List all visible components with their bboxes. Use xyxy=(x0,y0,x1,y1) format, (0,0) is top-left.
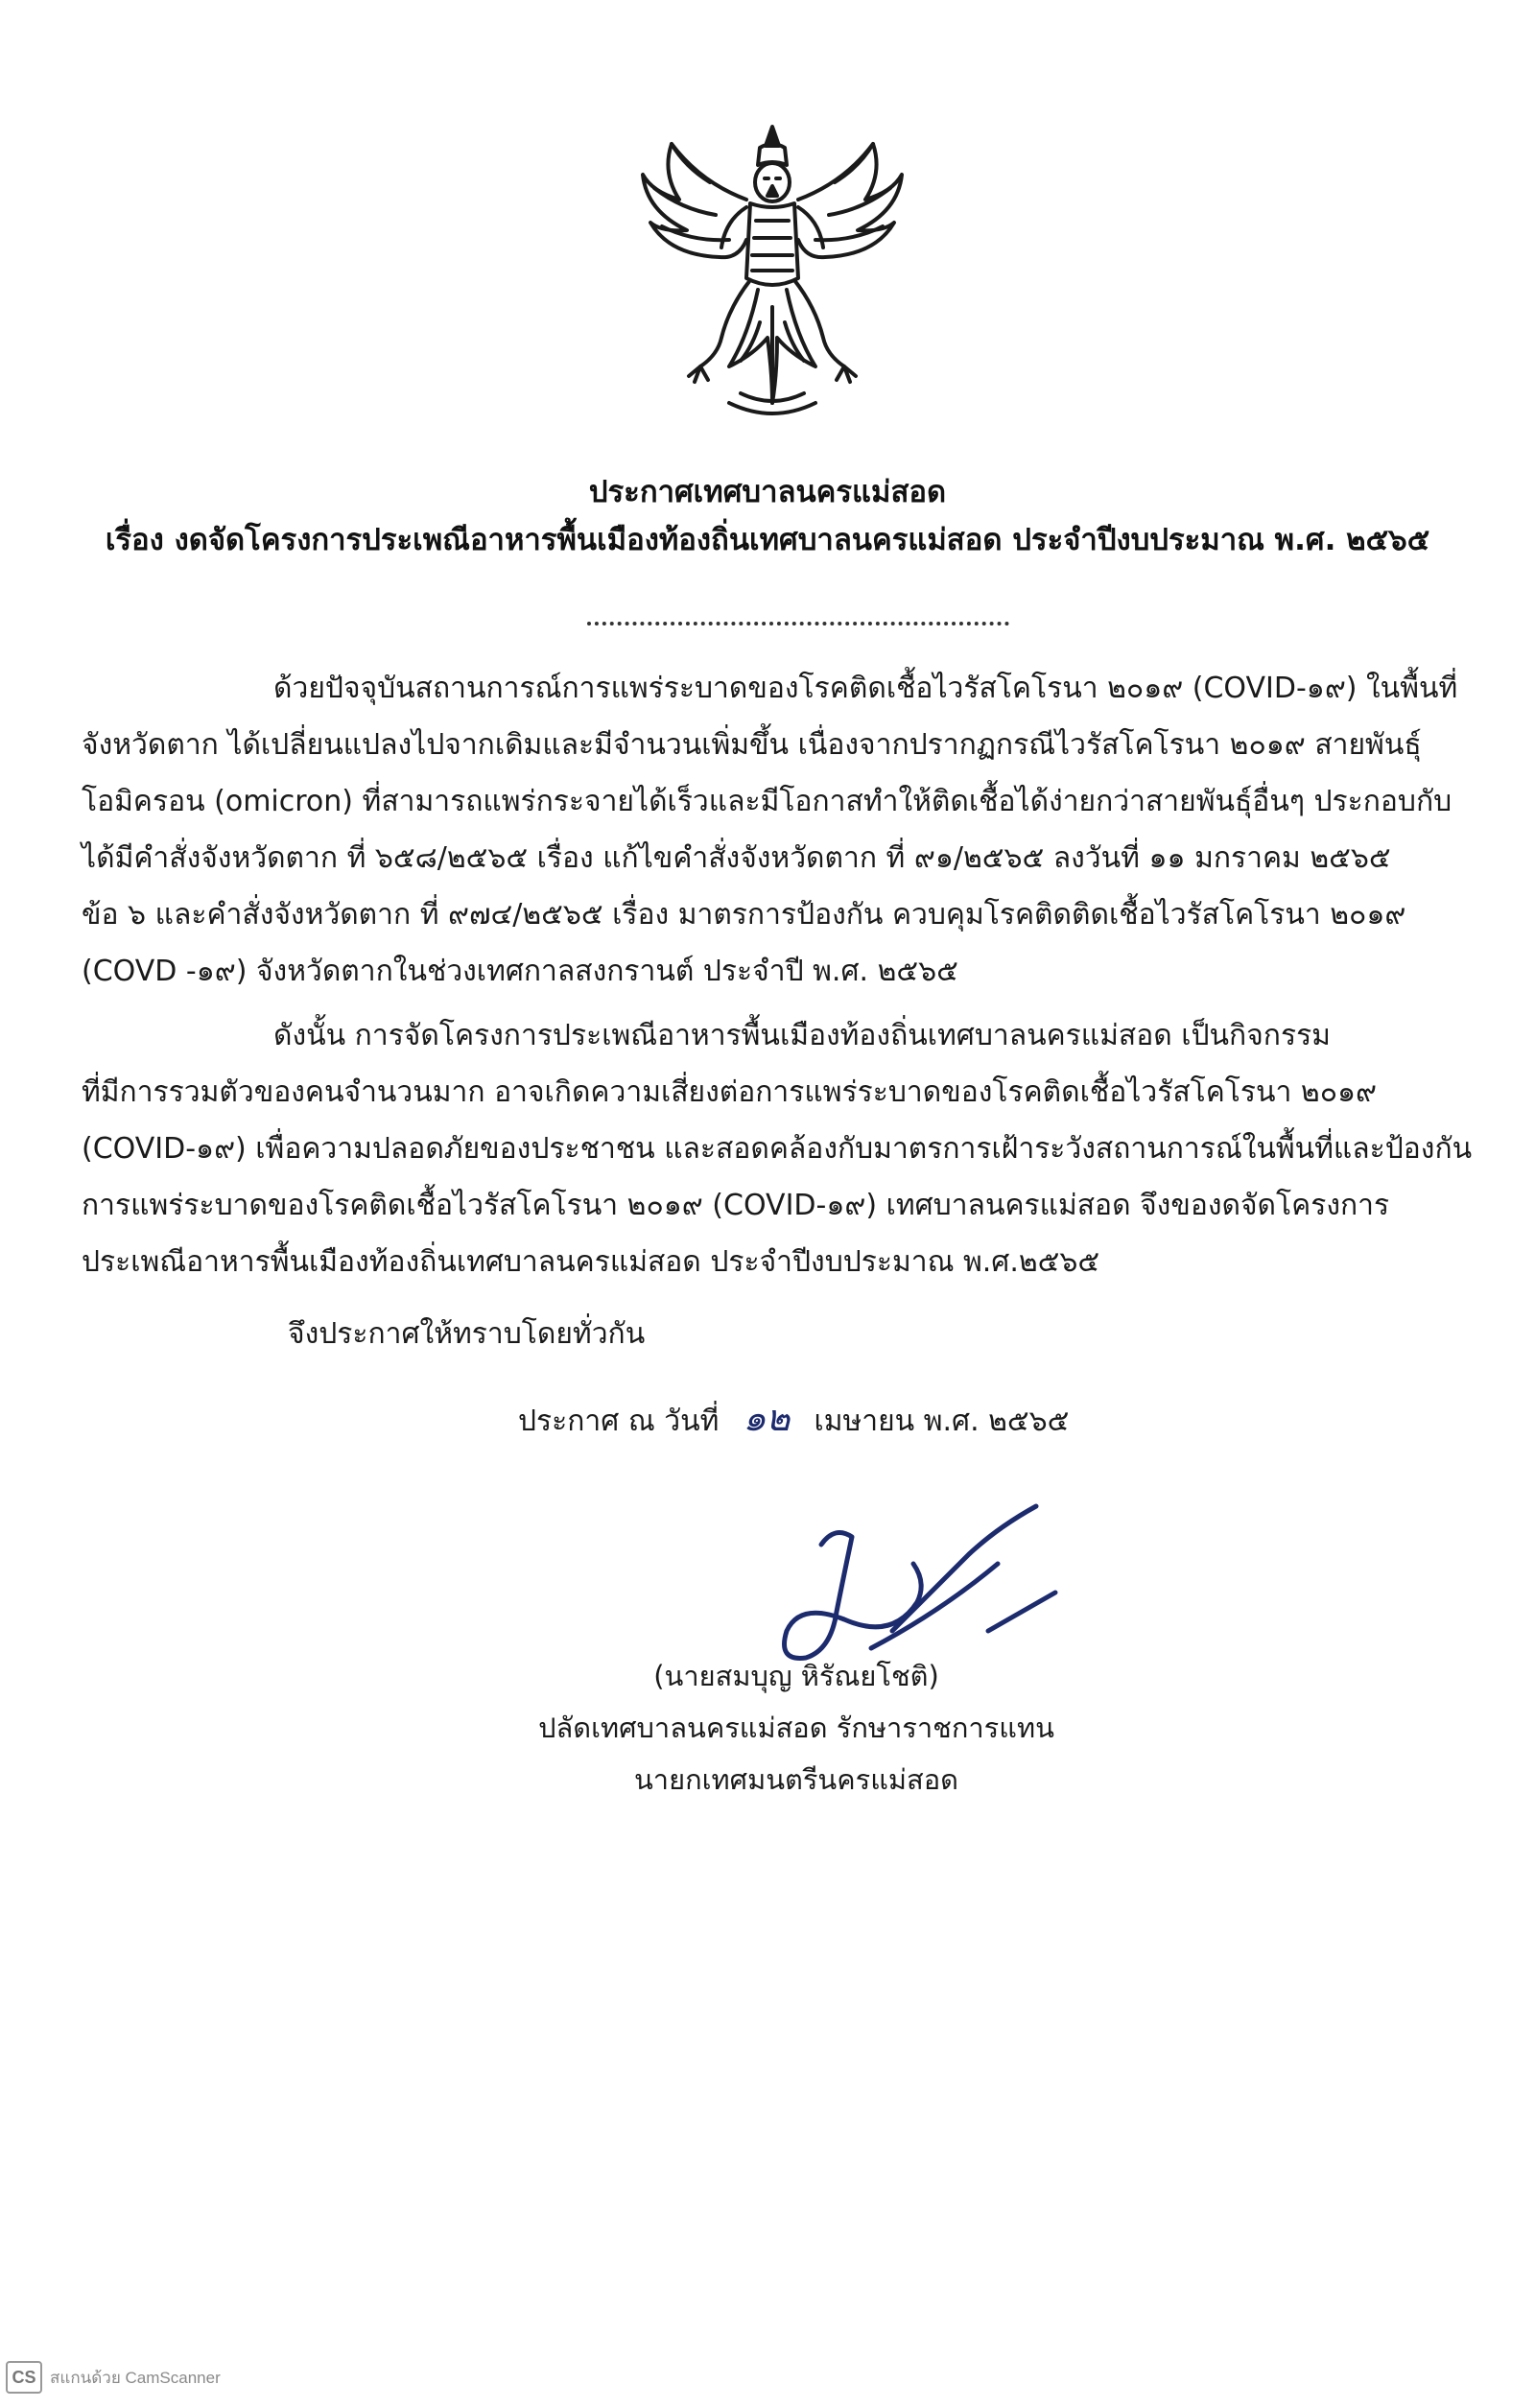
dateline-prefix: ประกาศ ณ วันที่ xyxy=(518,1405,720,1438)
paragraph-line: ประเพณีอาหารพื้นเมืองท้องถิ่นเทศบาลนครแม่สอด ประจำปีงบประมาณ พ.ศ.๒๕๖๕ xyxy=(82,1245,1100,1279)
announcement-subject: เรื่อง งดจัดโครงการประเพณีอาหารพื้นเมืองท้องถิ่นเทศบาลนครแม่สอด ประจำปีงบประมาณ พ.ศ. ๒๕๖๕ xyxy=(105,523,1430,557)
signatory-position: ปลัดเทศบาลนครแม่สอด รักษาราชการแทน xyxy=(538,1712,1054,1744)
paragraph-line: ด้วยปัจจุบันสถานการณ์การแพร่ระบาดของโรคติดเชื้อไวรัสโคโรนา ๒๐๑๙ (COVID-๑๙) ในพื้นที่ xyxy=(273,672,1458,705)
dateline-day-handwritten: ๑๒ xyxy=(743,1397,791,1439)
signatory-block xyxy=(460,1650,1132,1806)
paragraph-line: ดังนั้น การจัดโครงการประเพณีอาหารพื้นเมืองท้องถิ่นเทศบาลนครแม่สอด เป็นกิจกรรม xyxy=(273,1019,1331,1052)
announcement-title: ประกาศเทศบาลนครแม่สอด xyxy=(588,475,947,509)
signatory-role: นายกเทศมนตรีนครแม่สอด xyxy=(633,1763,958,1796)
dotted-divider xyxy=(587,614,1009,626)
signatory-name: (นายสมบุญ หิรัณยโชติ) xyxy=(653,1660,939,1692)
paragraph-2 xyxy=(82,1007,1521,1290)
paragraph-line: (COVD -๑๙) จังหวัดตากในช่วงเทศกาลสงกรานต์ ประจำปี พ.ศ. ๒๕๖๕ xyxy=(82,955,958,988)
camscanner-logo-icon: CS xyxy=(6,2361,42,2394)
paragraph-line: ที่มีการรวมตัวของคนจำนวนมาก อาจเกิดความเสี่ยงต่อการแพร่ระบาดของโรคติดเชื้อไวรัสโคโรนา ๒๐๑๙ xyxy=(82,1075,1378,1109)
camscanner-watermark xyxy=(6,2360,221,2395)
paragraph-line: ได้มีคำสั่งจังหวัดตาก ที่ ๖๕๘/๒๕๖๕ เรื่อง แก้ไขคำสั่งจังหวัดตาก ที่ ๙๑/๒๕๖๕ ลงวันที่ ๑๑ มกราคม ๒๕๖๕ xyxy=(82,841,1391,875)
paragraph-line: การแพร่ระบาดของโรคติดเชื้อไวรัสโคโรนา ๒๐๑๙ (COVID-๑๙) เทศบาลนครแม่สอด จึงของดจัดโครงการ xyxy=(82,1189,1390,1222)
camscanner-text: สแกนด้วย CamScanner xyxy=(50,2368,221,2387)
dateline xyxy=(518,1394,1069,1446)
dateline-suffix: เมษายน พ.ศ. ๒๕๖๕ xyxy=(814,1405,1070,1438)
paragraph-line: (COVID-๑๙) เพื่อความปลอดภัยของประชาชน และสอดคล้องกับมาตรการเฝ้าระวังสถานการณ์ในพื้นที่และป้องกัน xyxy=(82,1132,1473,1166)
announcement-header xyxy=(58,468,1477,564)
paragraph-line: ข้อ ๖ และคำสั่งจังหวัดตาก ที่ ๙๗๔/๒๕๖๕ เรื่อง มาตรการป้องกัน ควบคุมโรคติดติดเชื้อไวรัสโคโรนา ๒๐๑๙ xyxy=(82,898,1406,932)
paragraph-line: จังหวัดตาก ได้เปลี่ยนแปลงไปจากเดิมและมีจำนวนเพิ่มขึ้น เนื่องจากปรากฏกรณีไวรัสโคโรนา ๒๐๑๙ สายพันธุ์ xyxy=(82,728,1422,762)
closing-statement: จึงประกาศให้ทราบโดยทั่วกัน xyxy=(288,1317,646,1351)
garuda-emblem-icon xyxy=(633,115,911,432)
paragraph-line: โอมิครอน (omicron) ที่สามารถแพร่กระจายได้เร็วและมีโอกาสทำให้ติดเชื้อได้ง่ายกว่าสายพันธุ์อื่นๆ ประกอบกับ xyxy=(82,785,1452,818)
paragraph-1 xyxy=(82,660,1521,1000)
